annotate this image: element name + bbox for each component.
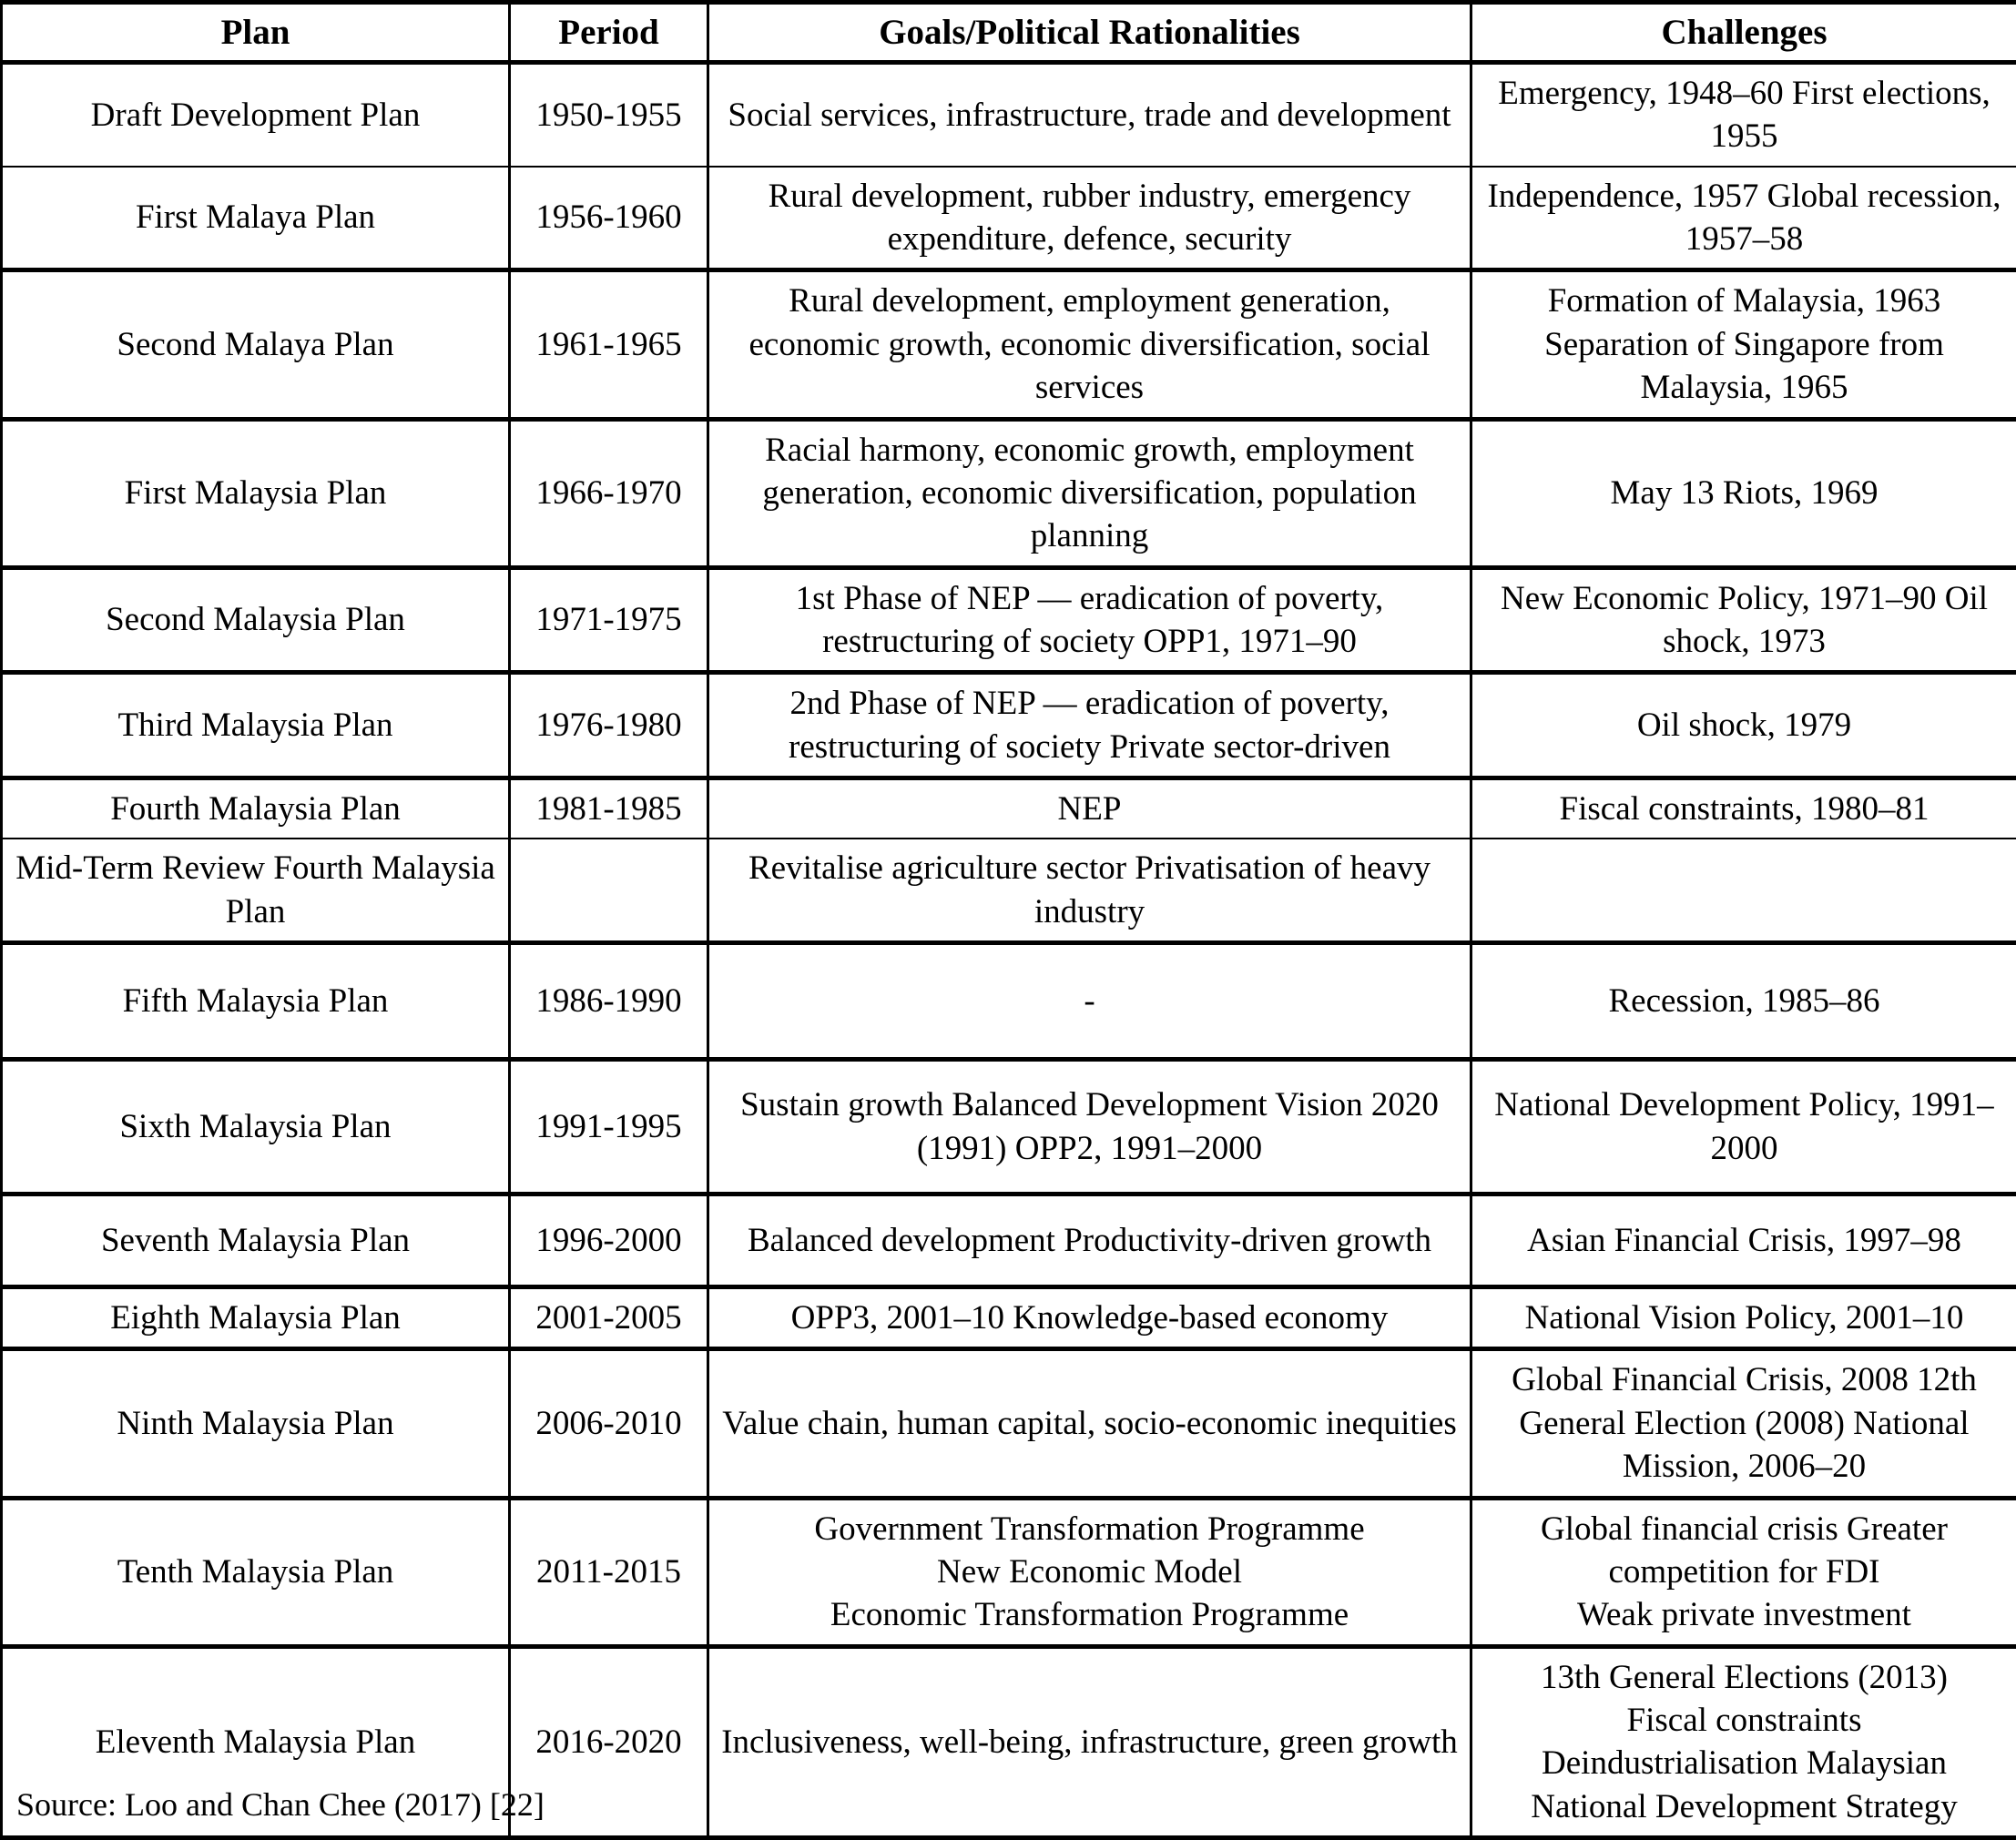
- cell-goals: Balanced development Productivity-driven growth: [708, 1194, 1471, 1287]
- table-row: [2, 778, 2016, 839]
- table-row: [2, 839, 2016, 942]
- column-header-period: Period: [510, 3, 708, 63]
- cell-challenges: Fiscal constraints, 1980–81: [1471, 778, 2016, 839]
- cell-goals: Rural development, employment generation, economic growth, economic diversification, social services: [708, 270, 1471, 419]
- cell-period: 1961-1965: [510, 270, 708, 419]
- cell-plan: First Malaya Plan: [2, 167, 510, 270]
- table-source-caption: Source: Loo and Chan Chee (2017) [22]: [16, 1787, 545, 1824]
- cell-challenges: Formation of Malaysia, 1963 Separation of Singapore from Malaysia, 1965: [1471, 270, 2016, 419]
- cell-period: 1971-1975: [510, 567, 708, 673]
- table-row: [2, 167, 2016, 270]
- cell-challenges: [1471, 839, 2016, 942]
- cell-plan: Eighth Malaysia Plan: [2, 1287, 510, 1349]
- cell-challenges: National Development Policy, 1991–2000: [1471, 1060, 2016, 1194]
- cell-period: 2006-2010: [510, 1349, 708, 1498]
- cell-challenges: Oil shock, 1979: [1471, 673, 2016, 778]
- cell-period: 1956-1960: [510, 167, 708, 270]
- table-header-row: [2, 3, 2016, 63]
- cell-goals: [708, 1498, 1471, 1646]
- cell-goals: NEP: [708, 778, 1471, 839]
- cell-goals: Sustain growth Balanced Development Vision 2020 (1991) OPP2, 1991–2000: [708, 1060, 1471, 1194]
- cell-goals: 2nd Phase of NEP — eradication of poverty, restructuring of society Private sector-driven: [708, 673, 1471, 778]
- table-row: [2, 1194, 2016, 1287]
- cell-challenges: Recession, 1985–86: [1471, 943, 2016, 1060]
- cell-challenges-line: 13th General Elections (2013): [1483, 1656, 2005, 1699]
- table-row: [2, 943, 2016, 1060]
- cell-goals: Racial harmony, economic growth, employment generation, economic diversification, population planning: [708, 419, 1471, 567]
- table-row: [2, 1349, 2016, 1498]
- table-row: [2, 1060, 2016, 1194]
- cell-goals: OPP3, 2001–10 Knowledge-based economy: [708, 1287, 1471, 1349]
- cell-plan: Second Malaysia Plan: [2, 567, 510, 673]
- cell-goals: Social services, infrastructure, trade and development: [708, 63, 1471, 167]
- cell-challenges-line: National Development Strategy: [1483, 1785, 2005, 1828]
- cell-plan: Ninth Malaysia Plan: [2, 1349, 510, 1498]
- table-row: [2, 1287, 2016, 1349]
- cell-plan: First Malaysia Plan: [2, 419, 510, 567]
- cell-period: 2001-2005: [510, 1287, 708, 1349]
- cell-goals-line: Economic Transformation Programme: [720, 1593, 1459, 1636]
- cell-goals: Inclusiveness, well-being, infrastructure, green growth: [708, 1646, 1471, 1837]
- cell-challenges: [1471, 1646, 2016, 1837]
- cell-challenges: Asian Financial Crisis, 1997–98: [1471, 1194, 2016, 1287]
- table-row: [2, 419, 2016, 567]
- cell-plan: Eleventh Malaysia Plan: [2, 1646, 510, 1837]
- cell-challenges: Emergency, 1948–60 First elections, 1955: [1471, 63, 2016, 167]
- table-row: [2, 567, 2016, 673]
- column-header-goals: Goals/Political Rationalities: [708, 3, 1471, 63]
- cell-goals: Rural development, rubber industry, emergency expenditure, defence, security: [708, 167, 1471, 270]
- cell-period: 1991-1995: [510, 1060, 708, 1194]
- cell-goals: -: [708, 943, 1471, 1060]
- cell-period: 1981-1985: [510, 778, 708, 839]
- cell-period: 1966-1970: [510, 419, 708, 567]
- cell-challenges-line: Weak private investment: [1483, 1593, 2005, 1636]
- cell-challenges-line: Global financial crisis Greater: [1483, 1508, 2005, 1550]
- table-row: [2, 1498, 2016, 1646]
- column-header-plan: Plan: [2, 3, 510, 63]
- cell-goals: Revitalise agriculture sector Privatisation of heavy industry: [708, 839, 1471, 942]
- cell-challenges: Independence, 1957 Global recession, 1957–58: [1471, 167, 2016, 270]
- cell-period: 1986-1990: [510, 943, 708, 1060]
- cell-plan: Mid-Term Review Fourth Malaysia Plan: [2, 839, 510, 942]
- cell-challenges: May 13 Riots, 1969: [1471, 419, 2016, 567]
- cell-challenges-line: Fiscal constraints: [1483, 1699, 2005, 1742]
- cell-challenges: Global Financial Crisis, 2008 12th General Election (2008) National Mission, 2006–20: [1471, 1349, 2016, 1498]
- cell-period: 1976-1980: [510, 673, 708, 778]
- cell-goals: 1st Phase of NEP — eradication of poverty, restructuring of society OPP1, 1971–90: [708, 567, 1471, 673]
- cell-goals-line: New Economic Model: [720, 1550, 1459, 1593]
- cell-period: 2016-2020: [510, 1646, 708, 1837]
- cell-plan: Fifth Malaysia Plan: [2, 943, 510, 1060]
- cell-plan: Sixth Malaysia Plan: [2, 1060, 510, 1194]
- cell-goals: Value chain, human capital, socio-economic inequities: [708, 1349, 1471, 1498]
- cell-plan: Third Malaysia Plan: [2, 673, 510, 778]
- cell-goals-line: Government Transformation Programme: [720, 1508, 1459, 1550]
- cell-challenges: National Vision Policy, 2001–10: [1471, 1287, 2016, 1349]
- table-row: [2, 63, 2016, 167]
- cell-challenges: New Economic Policy, 1971–90 Oil shock, 1973: [1471, 567, 2016, 673]
- cell-plan: Draft Development Plan: [2, 63, 510, 167]
- cell-plan: Fourth Malaysia Plan: [2, 778, 510, 839]
- cell-period: 2011-2015: [510, 1498, 708, 1646]
- column-header-challenges: Challenges: [1471, 3, 2016, 63]
- cell-challenges-line: Deindustrialisation Malaysian: [1483, 1742, 2005, 1784]
- cell-plan: Tenth Malaysia Plan: [2, 1498, 510, 1646]
- table-row: [2, 673, 2016, 778]
- cell-plan: Second Malaya Plan: [2, 270, 510, 419]
- cell-period: 1996-2000: [510, 1194, 708, 1287]
- cell-challenges-line: competition for FDI: [1483, 1550, 2005, 1593]
- cell-period: 1950-1955: [510, 63, 708, 167]
- cell-plan: Seventh Malaysia Plan: [2, 1194, 510, 1287]
- cell-challenges: [1471, 1498, 2016, 1646]
- table-row: [2, 270, 2016, 419]
- cell-period: [510, 839, 708, 942]
